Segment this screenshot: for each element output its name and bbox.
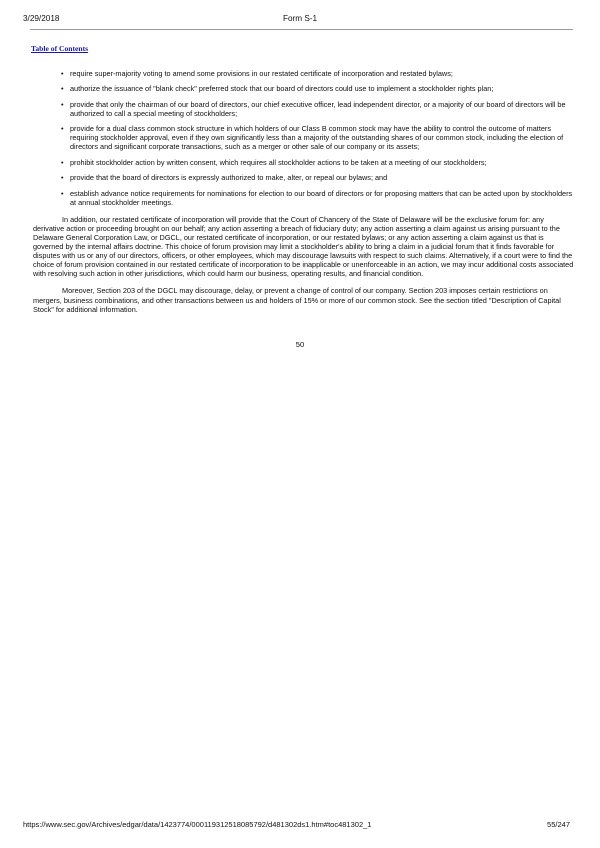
header-rule [30, 29, 573, 30]
print-header-title: Form S-1 [282, 14, 318, 23]
bullet-text: provide for a dual class common stock structure in which holders of our Class B common stock may have the ability to control the outcome of matters requiring stockholder approval, even if they own significantly less than a majority of the outstanding shares of our common stock, including the election of directors and significant corporate transactions, such as a merger or other sale of our company or its assets; [70, 124, 564, 152]
footer-page-count: 55/247 [547, 820, 570, 829]
footer-url: https://www.sec.gov/Archives/edgar/data/1423774/000119312518085792/d481302ds1.htm#toc481302_1 [23, 820, 372, 829]
bullet-icon: • [61, 173, 64, 183]
paragraph-forum-selection: In addition, our restated certificate of incorporation will provide that the Court of Chancery of the State of Delaware will be the exclusive forum for: any derivative action or proceeding brought on our behalf; any action asserting a breach of fiduciary duty; any action asserting a claim against us arising pursuant to the Delaware General Corporation Law, or DGCL, our restated certificate of incorporation, or our restated bylaws; or any action asserting a claim against us that is governed by the internal affairs doctrine. This choice of forum provision may limit a stockholder's ability to bring a claim in a judicial forum that it finds favorable for disputes with us or any of our directors, officers, or other employees, which may discourage lawsuits with respect to such claims. Alternatively, if a court were to find the choice of forum provision contained in our restated certificate of incorporation to be inapplicable or unenforceable in an action, we may incur additional costs associated with resolving such action in other jurisdictions, which could harm our business, operating results, and financial condition. [33, 214, 574, 279]
bullet-text: establish advance notice requirements for nominations for election to our board of directors or for proposing matters that can be acted upon by stockholders at annual stockholder meetings. [70, 188, 573, 207]
bullet-text: prohibit stockholder action by written consent, which requires all stockholder actions to be taken at a meeting of our stockholders; [70, 157, 487, 167]
bullet-item [0, 124, 575, 151]
bullet-text: provide that the board of directors is expressly authorized to make, alter, or repeal our bylaws; and [70, 173, 388, 183]
bullet-icon: • [61, 188, 64, 198]
bullet-icon: • [61, 69, 64, 78]
bullet-icon: • [61, 99, 64, 109]
print-header-date: 3/29/2018 [23, 14, 60, 23]
bullet-item [0, 69, 575, 78]
table-of-contents-link[interactable]: Table of Contents [31, 44, 89, 53]
bullet-item [0, 100, 575, 118]
bullet-item [0, 158, 575, 167]
bullet-item [0, 173, 575, 182]
bullet-list [0, 69, 575, 322]
bullet-icon: • [61, 84, 64, 94]
bullet-item [0, 189, 575, 207]
paragraph-section-203: Moreover, Section 203 of the DGCL may discourage, delay, or prevent a change of control of our company. Section 203 imposes certain restrictions on mergers, business combinations, and other transactions between us and holders of 15% or more of our common stock. See the section titled "Description of Capital Stock" for additional information. [33, 286, 561, 314]
bullet-icon: • [61, 124, 64, 134]
bullet-text: provide that only the chairman of our board of directors, our chief executive officer, lead independent director, or a majority of our board of directors will be authorized to call a special meeting of stockholders; [70, 99, 566, 118]
bullet-text: authorize the issuance of "blank check" preferred stock that our board of directors could use to implement a stockholder rights plan; [70, 84, 494, 94]
bullet-text: require super-majority voting to amend some provisions in our restated certificate of incorporation and restated bylaws; [70, 69, 453, 78]
bullet-item [0, 84, 575, 93]
page-number: 50 [295, 340, 305, 349]
bullet-icon: • [61, 157, 64, 167]
body-paragraphs [0, 215, 575, 314]
